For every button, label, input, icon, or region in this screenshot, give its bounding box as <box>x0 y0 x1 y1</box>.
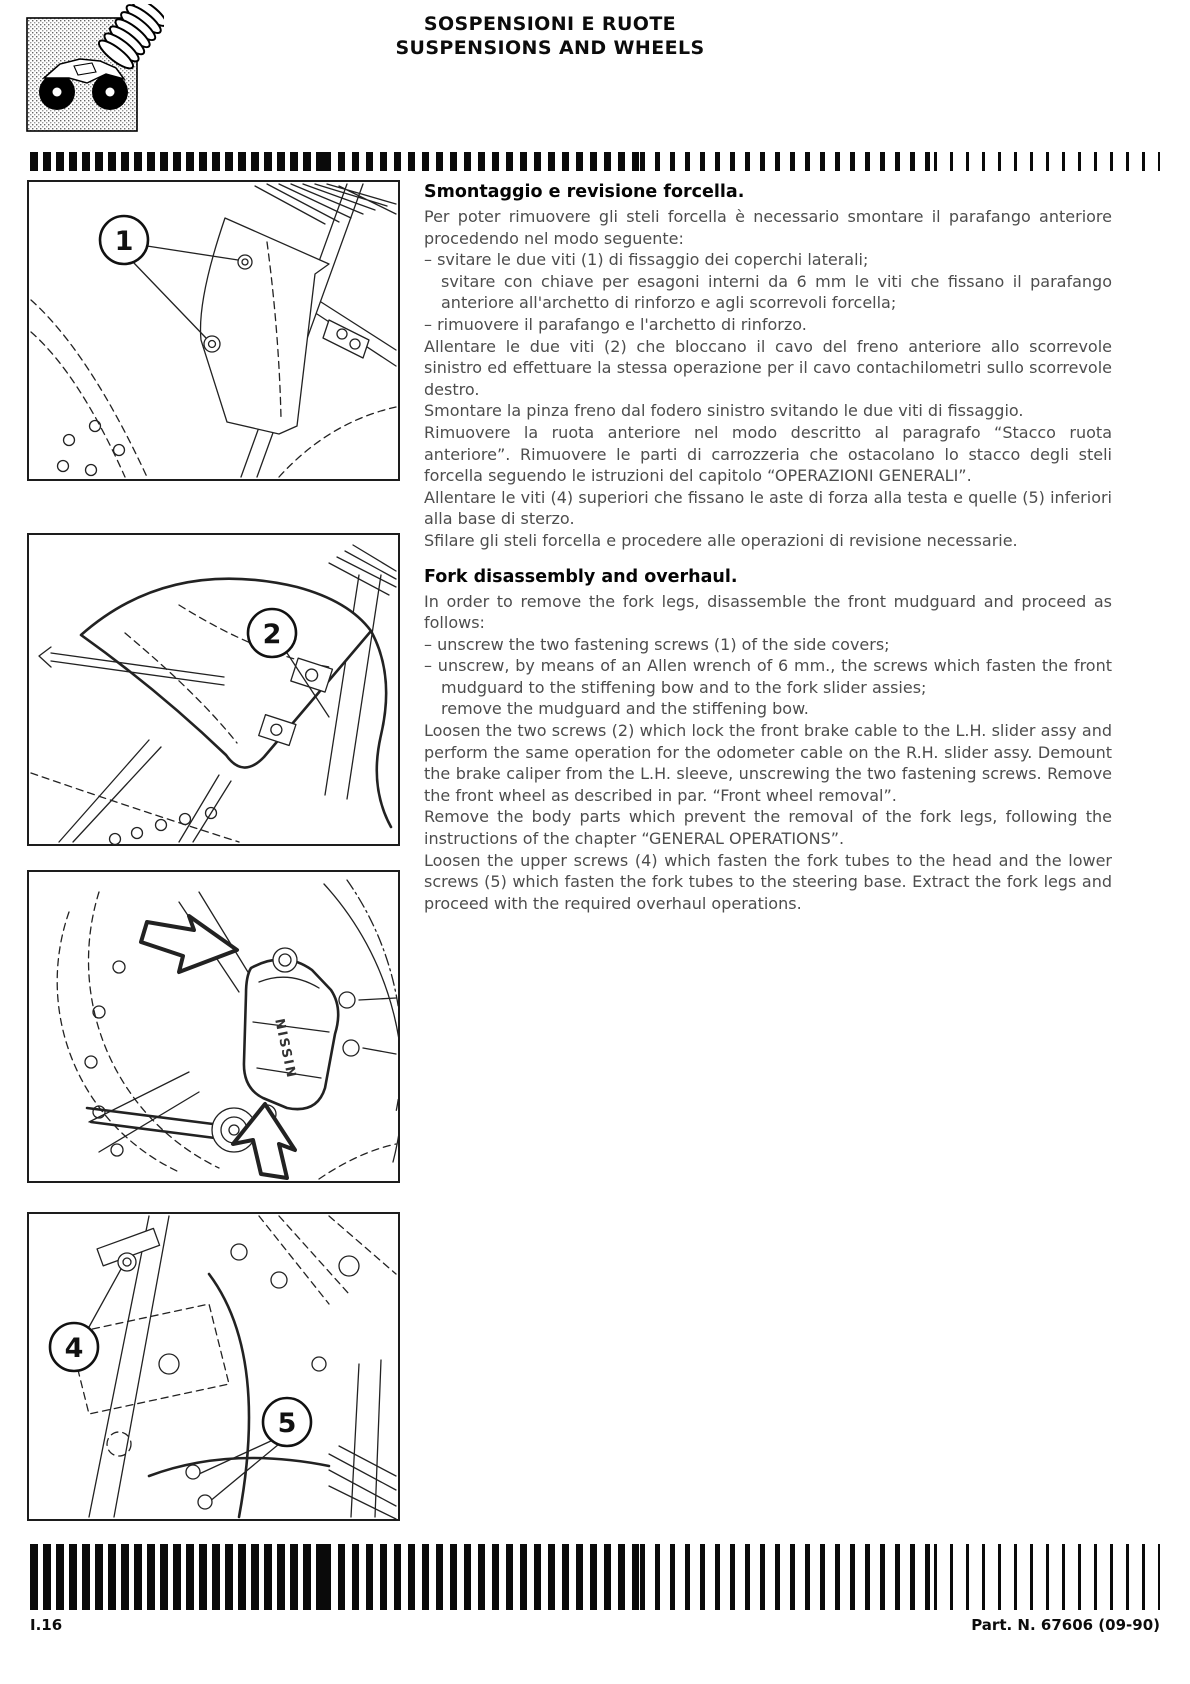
english-bullet-2-continued: remove the mudguard and the stiffening bow. <box>441 699 809 719</box>
section-italian <box>424 181 1112 552</box>
arrow-icon-upper <box>141 916 237 972</box>
figure-brake-caliper <box>27 870 400 1183</box>
english-paragraph-3: Loosen the upper screws (4) which fasten the fork tubes to the head and the lower screws (5) which fasten the fork tubes to the steering base. Extract the fork legs and proceed with the required overhaul operations. <box>424 850 1112 913</box>
italian-paragraph-5: Sfilare gli steli forcella e procedere alle operazioni di revisione necessarie. <box>424 530 1018 550</box>
caliper-brand-label: NISSIN <box>271 1017 299 1081</box>
part-number: Part. N. 67606 (09-90) <box>971 1616 1160 1634</box>
italian-paragraph-1: Allentare le due viti (2) che bloccano il cavo del freno anteriore allo scorrevole sinistro ed effettuare la stessa operazione per il cavo contachilometri sullo scorrevole destro. <box>424 336 1112 399</box>
callout-label-2: 2 <box>262 619 282 650</box>
english-section-heading: Fork disassembly and overhaul. <box>424 566 738 587</box>
chapter-titles <box>330 12 770 60</box>
italian-paragraph-4: Allentare le viti (4) superiori che fissano le aste di forza alla testa e quelle (5) inferiori alla base di sterzo. <box>424 487 1112 529</box>
italian-bullet-2: – rimuovere il parafango e l'archetto di rinforzo. <box>424 314 807 334</box>
chapter-title-italian: SOSPENSIONI E RUOTE <box>423 13 677 35</box>
chapter-title-english: SUSPENSIONS AND WHEELS <box>395 37 705 59</box>
figure-mudguard-brake-cable <box>27 533 400 846</box>
english-paragraph-1: Loosen the two screws (2) which lock the front brake cable to the L.H. slider assy and perform the same operation for the odometer cable on the R.H. slider assy. Demount the brake caliper from the L.H. sleeve, unscrewing the two fastening screws. Remove the front wheel as described in par. “Front wheel removal”. <box>424 721 1112 805</box>
chapter-logo <box>24 4 164 136</box>
divider-barcode-bottom <box>30 1544 1160 1610</box>
callout-label-4: 4 <box>64 1333 84 1364</box>
figure-side-cover-screws <box>27 180 400 481</box>
italian-bullet-1-continued: svitare con chiave per esagoni interni da 6 mm le viti che fissano il parafango anteriore all'archetto di rinforzo e agli scorrevoli forcella; <box>441 271 1112 313</box>
english-bullet-1: – unscrew the two fastening screws (1) of the side covers; <box>424 634 890 654</box>
callout-label-1: 1 <box>114 226 134 257</box>
italian-intro: Per poter rimuovere gli steli forcella è necessario smontare il parafango anteriore procedendo nel modo seguente: <box>424 207 1112 248</box>
english-paragraph-2: Remove the body parts which prevent the removal of the fork legs, following the instructions of the chapter “GENERAL OPERATIONS”. <box>424 807 1112 849</box>
divider-barcode-top <box>30 152 1160 171</box>
english-bullet-2: – unscrew, by means of an Allen wrench of 6 mm., the screws which fasten the front mudguard to the stiffening bow and to the fork slider assies; <box>424 656 1112 697</box>
italian-section-heading: Smontaggio e revisione forcella. <box>424 182 745 202</box>
italian-paragraph-2: Smontare la pinza freno dal fodero sinistro svitando le due viti di fissaggio. <box>424 401 1024 421</box>
instructions-column <box>424 181 1112 914</box>
italian-bullet-1: – svitare le due viti (1) di fissaggio dei coperchi laterali; <box>424 250 869 270</box>
motorcycle-suspension-icon <box>24 4 164 136</box>
page-number: I.16 <box>30 1616 63 1634</box>
italian-paragraph-3: Rimuovere la ruota anteriore nel modo descritto al paragrafo “Stacco ruota anteriore”. Rimuovere le parti di carrozzeria che ostacolano lo stacco degli steli forcella seguendo le istruzioni del capitolo “OPERAZIONI GENERALI”. <box>424 422 1112 486</box>
section-english <box>424 566 1112 915</box>
callout-label-5: 5 <box>277 1408 297 1439</box>
figure-steering-head <box>27 1212 400 1521</box>
english-intro: In order to remove the fork legs, disassemble the front mudguard and proceed as follows: <box>424 591 1112 633</box>
